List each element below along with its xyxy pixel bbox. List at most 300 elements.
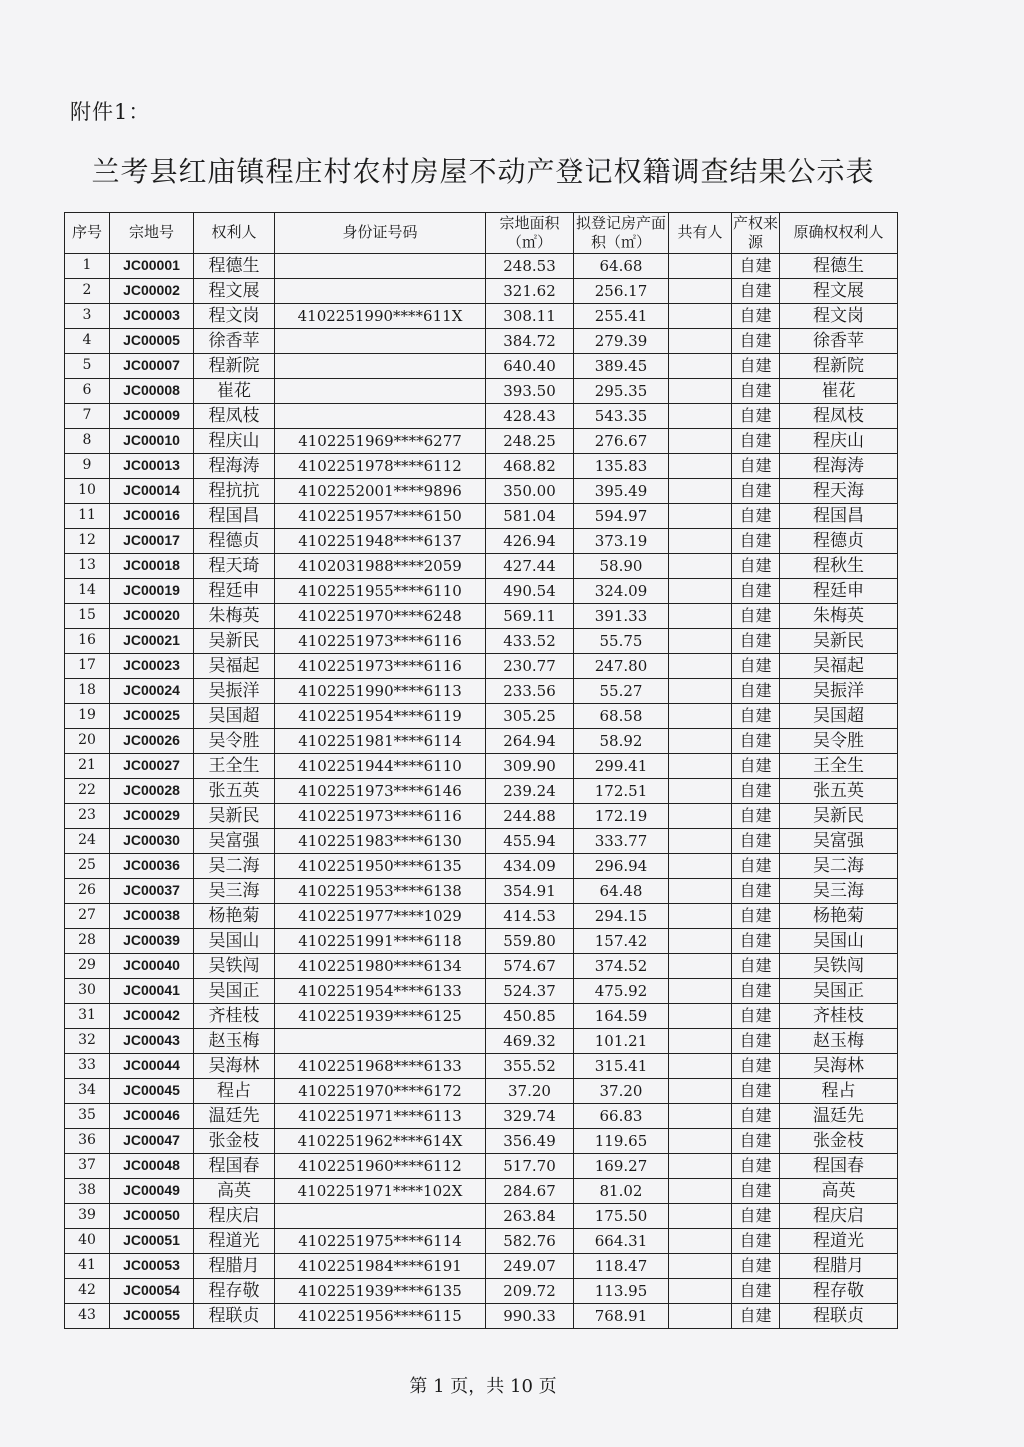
table-header-row [65, 213, 898, 254]
table-row [65, 629, 898, 654]
cell-seq: 3 [65, 304, 110, 329]
cell-orig: 程庆山 [780, 429, 898, 454]
cell-orig: 吴新民 [780, 804, 898, 829]
table-row [65, 554, 898, 579]
cell-owner: 张五英 [194, 779, 275, 804]
cell-house: 135.83 [574, 454, 669, 479]
cell-co [669, 1104, 732, 1129]
cell-owner: 高英 [194, 1179, 275, 1204]
cell-owner: 程海涛 [194, 454, 275, 479]
cell-co [669, 729, 732, 754]
cell-parcel: JC00030 [110, 829, 194, 854]
cell-id [275, 354, 486, 379]
cell-orig: 吴福起 [780, 654, 898, 679]
cell-source: 自建 [732, 1254, 780, 1279]
cell-orig: 吴二海 [780, 854, 898, 879]
cell-owner: 吴国山 [194, 929, 275, 954]
cell-co [669, 254, 732, 279]
cell-orig: 吴富强 [780, 829, 898, 854]
cell-house: 324.09 [574, 579, 669, 604]
header-seq: 序号 [65, 213, 110, 254]
cell-area: 574.67 [486, 954, 574, 979]
cell-orig: 程存敬 [780, 1279, 898, 1304]
cell-co [669, 1229, 732, 1254]
cell-orig: 吴新民 [780, 629, 898, 654]
cell-owner: 程文展 [194, 279, 275, 304]
table-row [65, 904, 898, 929]
cell-seq: 13 [65, 554, 110, 579]
cell-id: 4102251954****6119 [275, 704, 486, 729]
cell-house: 373.19 [574, 529, 669, 554]
table-row [65, 529, 898, 554]
table-row [65, 929, 898, 954]
cell-parcel: JC00008 [110, 379, 194, 404]
cell-co [669, 479, 732, 504]
cell-parcel: JC00007 [110, 354, 194, 379]
cell-id [275, 329, 486, 354]
cell-id: 4102251983****6130 [275, 829, 486, 854]
cell-source: 自建 [732, 604, 780, 629]
table-row [65, 604, 898, 629]
cell-co [669, 854, 732, 879]
cell-co [669, 979, 732, 1004]
cell-orig: 程凤枝 [780, 404, 898, 429]
cell-area: 309.90 [486, 754, 574, 779]
cell-house: 389.45 [574, 354, 669, 379]
cell-seq: 11 [65, 504, 110, 529]
cell-area: 490.54 [486, 579, 574, 604]
table-row [65, 979, 898, 1004]
cell-source: 自建 [732, 829, 780, 854]
cell-source: 自建 [732, 529, 780, 554]
cell-orig: 温廷先 [780, 1104, 898, 1129]
cell-owner: 杨艳菊 [194, 904, 275, 929]
cell-co [669, 804, 732, 829]
cell-house: 37.20 [574, 1079, 669, 1104]
table-row [65, 329, 898, 354]
cell-orig: 王全生 [780, 754, 898, 779]
cell-source: 自建 [732, 1229, 780, 1254]
cell-co [669, 629, 732, 654]
table-row [65, 704, 898, 729]
cell-co [669, 1054, 732, 1079]
cell-co [669, 779, 732, 804]
cell-house: 279.39 [574, 329, 669, 354]
table-row [65, 454, 898, 479]
cell-house: 157.42 [574, 929, 669, 954]
cell-area: 990.33 [486, 1304, 574, 1329]
cell-orig: 程文岗 [780, 304, 898, 329]
cell-orig: 程庆启 [780, 1204, 898, 1229]
cell-source: 自建 [732, 629, 780, 654]
cell-house: 395.49 [574, 479, 669, 504]
cell-area: 354.91 [486, 879, 574, 904]
cell-source: 自建 [732, 1179, 780, 1204]
cell-seq: 2 [65, 279, 110, 304]
cell-id: 4102251978****6112 [275, 454, 486, 479]
cell-house: 768.91 [574, 1304, 669, 1329]
cell-area: 37.20 [486, 1079, 574, 1104]
table-row [65, 1304, 898, 1329]
cell-area: 350.00 [486, 479, 574, 504]
cell-parcel: JC00037 [110, 879, 194, 904]
cell-parcel: JC00002 [110, 279, 194, 304]
cell-house: 118.47 [574, 1254, 669, 1279]
cell-orig: 程文展 [780, 279, 898, 304]
cell-parcel: JC00036 [110, 854, 194, 879]
cell-orig: 程新院 [780, 354, 898, 379]
cell-area: 433.52 [486, 629, 574, 654]
cell-id: 4102251944****6110 [275, 754, 486, 779]
cell-parcel: JC00019 [110, 579, 194, 604]
cell-seq: 14 [65, 579, 110, 604]
cell-parcel: JC00051 [110, 1229, 194, 1254]
cell-parcel: JC00046 [110, 1104, 194, 1129]
cell-area: 329.74 [486, 1104, 574, 1129]
cell-owner: 吴振洋 [194, 679, 275, 704]
cell-co [669, 504, 732, 529]
table-row [65, 729, 898, 754]
cell-area: 640.40 [486, 354, 574, 379]
cell-id: 4102251957****6150 [275, 504, 486, 529]
cell-co [669, 554, 732, 579]
table-row [65, 829, 898, 854]
cell-source: 自建 [732, 679, 780, 704]
cell-source: 自建 [732, 579, 780, 604]
table-row [65, 1229, 898, 1254]
cell-source: 自建 [732, 479, 780, 504]
cell-id: 4102251973****6116 [275, 804, 486, 829]
cell-orig: 吴国超 [780, 704, 898, 729]
cell-seq: 18 [65, 679, 110, 704]
cell-seq: 1 [65, 254, 110, 279]
table-row [65, 1154, 898, 1179]
cell-id: 4102251973****6146 [275, 779, 486, 804]
table-row [65, 1079, 898, 1104]
cell-parcel: JC00021 [110, 629, 194, 654]
cell-house: 113.95 [574, 1279, 669, 1304]
cell-co [669, 904, 732, 929]
cell-id: 4102251971****6113 [275, 1104, 486, 1129]
cell-area: 249.07 [486, 1254, 574, 1279]
cell-parcel: JC00053 [110, 1254, 194, 1279]
cell-house: 101.21 [574, 1029, 669, 1054]
cell-area: 393.50 [486, 379, 574, 404]
cell-seq: 21 [65, 754, 110, 779]
cell-source: 自建 [732, 879, 780, 904]
header-area: 宗地面积（㎡） [486, 213, 574, 254]
cell-id: 4102251954****6133 [275, 979, 486, 1004]
cell-source: 自建 [732, 1279, 780, 1304]
cell-area: 450.85 [486, 1004, 574, 1029]
cell-orig: 程国春 [780, 1154, 898, 1179]
cell-co [669, 1279, 732, 1304]
cell-co [669, 1154, 732, 1179]
cell-owner: 朱梅英 [194, 604, 275, 629]
cell-id: 4102251956****6115 [275, 1304, 486, 1329]
cell-orig: 吴三海 [780, 879, 898, 904]
table-row [65, 579, 898, 604]
cell-owner: 程德贞 [194, 529, 275, 554]
cell-seq: 43 [65, 1304, 110, 1329]
cell-house: 169.27 [574, 1154, 669, 1179]
table-row [65, 379, 898, 404]
cell-source: 自建 [732, 1304, 780, 1329]
cell-co [669, 379, 732, 404]
cell-owner: 吴富强 [194, 829, 275, 854]
cell-owner: 程文岗 [194, 304, 275, 329]
cell-seq: 29 [65, 954, 110, 979]
cell-source: 自建 [732, 304, 780, 329]
cell-owner: 吴新民 [194, 804, 275, 829]
cell-orig: 徐香苹 [780, 329, 898, 354]
header-parcel: 宗地号 [110, 213, 194, 254]
cell-area: 233.56 [486, 679, 574, 704]
cell-seq: 22 [65, 779, 110, 804]
cell-co [669, 279, 732, 304]
cell-seq: 24 [65, 829, 110, 854]
header-owner: 权利人 [194, 213, 275, 254]
cell-house: 58.92 [574, 729, 669, 754]
cell-area: 355.52 [486, 1054, 574, 1079]
cell-parcel: JC00049 [110, 1179, 194, 1204]
cell-id: 4102251991****6118 [275, 929, 486, 954]
cell-seq: 10 [65, 479, 110, 504]
cell-orig: 程占 [780, 1079, 898, 1104]
table-row [65, 304, 898, 329]
cell-house: 475.92 [574, 979, 669, 1004]
cell-source: 自建 [732, 954, 780, 979]
cell-co [669, 679, 732, 704]
cell-owner: 程抗抗 [194, 479, 275, 504]
cell-seq: 31 [65, 1004, 110, 1029]
cell-house: 315.41 [574, 1054, 669, 1079]
cell-id: 4102251990****611X [275, 304, 486, 329]
cell-source: 自建 [732, 779, 780, 804]
cell-co [669, 304, 732, 329]
cell-area: 356.49 [486, 1129, 574, 1154]
cell-id: 4102251971****102X [275, 1179, 486, 1204]
cell-house: 172.51 [574, 779, 669, 804]
cell-id: 4102251955****6110 [275, 579, 486, 604]
cell-co [669, 429, 732, 454]
cell-seq: 33 [65, 1054, 110, 1079]
cell-orig: 吴国山 [780, 929, 898, 954]
cell-co [669, 529, 732, 554]
cell-seq: 9 [65, 454, 110, 479]
header-orig: 原确权权利人 [780, 213, 898, 254]
cell-house: 58.90 [574, 554, 669, 579]
cell-seq: 42 [65, 1279, 110, 1304]
cell-source: 自建 [732, 429, 780, 454]
cell-source: 自建 [732, 254, 780, 279]
cell-parcel: JC00055 [110, 1304, 194, 1329]
cell-orig: 程廷申 [780, 579, 898, 604]
cell-id [275, 1029, 486, 1054]
cell-id: 4102251950****6135 [275, 854, 486, 879]
cell-parcel: JC00044 [110, 1054, 194, 1079]
cell-id [275, 279, 486, 304]
header-source: 产权来源 [732, 213, 780, 254]
cell-owner: 吴福起 [194, 654, 275, 679]
cell-parcel: JC00048 [110, 1154, 194, 1179]
cell-parcel: JC00017 [110, 529, 194, 554]
cell-orig: 杨艳菊 [780, 904, 898, 929]
document-title: 兰考县红庙镇程庄村农村房屋不动产登记权籍调查结果公示表 [91, 155, 875, 188]
cell-co [669, 604, 732, 629]
cell-area: 305.25 [486, 704, 574, 729]
cell-source: 自建 [732, 654, 780, 679]
cell-co [669, 1029, 732, 1054]
cell-id [275, 1204, 486, 1229]
cell-source: 自建 [732, 729, 780, 754]
cell-house: 256.17 [574, 279, 669, 304]
cell-seq: 7 [65, 404, 110, 429]
table-row [65, 1179, 898, 1204]
cell-area: 582.76 [486, 1229, 574, 1254]
cell-house: 68.58 [574, 704, 669, 729]
cell-co [669, 329, 732, 354]
table-row [65, 779, 898, 804]
cell-source: 自建 [732, 454, 780, 479]
cell-seq: 39 [65, 1204, 110, 1229]
cell-house: 543.35 [574, 404, 669, 429]
cell-owner: 程道光 [194, 1229, 275, 1254]
cell-parcel: JC00045 [110, 1079, 194, 1104]
cell-area: 426.94 [486, 529, 574, 554]
cell-house: 664.31 [574, 1229, 669, 1254]
cell-source: 自建 [732, 354, 780, 379]
cell-parcel: JC00041 [110, 979, 194, 1004]
table-row [65, 254, 898, 279]
cell-owner: 吴三海 [194, 879, 275, 904]
cell-seq: 23 [65, 804, 110, 829]
cell-house: 294.15 [574, 904, 669, 929]
cell-orig: 程天海 [780, 479, 898, 504]
cell-owner: 齐桂枝 [194, 1004, 275, 1029]
cell-orig: 程道光 [780, 1229, 898, 1254]
cell-orig: 崔花 [780, 379, 898, 404]
cell-owner: 吴二海 [194, 854, 275, 879]
cell-seq: 15 [65, 604, 110, 629]
cell-id: 4102252001****9896 [275, 479, 486, 504]
table-row [65, 804, 898, 829]
cell-seq: 38 [65, 1179, 110, 1204]
cell-id: 4102251973****6116 [275, 654, 486, 679]
cell-house: 175.50 [574, 1204, 669, 1229]
cell-owner: 赵玉梅 [194, 1029, 275, 1054]
cell-house: 374.52 [574, 954, 669, 979]
cell-house: 255.41 [574, 304, 669, 329]
cell-house: 81.02 [574, 1179, 669, 1204]
cell-owner: 吴铁闯 [194, 954, 275, 979]
cell-id: 4102251948****6137 [275, 529, 486, 554]
cell-id: 4102251981****6114 [275, 729, 486, 754]
table-row [65, 1204, 898, 1229]
cell-seq: 6 [65, 379, 110, 404]
cell-id: 4102251970****6248 [275, 604, 486, 629]
cell-source: 自建 [732, 929, 780, 954]
cell-owner: 程联贞 [194, 1304, 275, 1329]
cell-area: 248.53 [486, 254, 574, 279]
table-row [65, 879, 898, 904]
cell-parcel: JC00009 [110, 404, 194, 429]
cell-house: 119.65 [574, 1129, 669, 1154]
cell-area: 264.94 [486, 729, 574, 754]
cell-area: 321.62 [486, 279, 574, 304]
cell-seq: 32 [65, 1029, 110, 1054]
cell-house: 333.77 [574, 829, 669, 854]
cell-area: 384.72 [486, 329, 574, 354]
cell-source: 自建 [732, 1004, 780, 1029]
cell-seq: 5 [65, 354, 110, 379]
cell-co [669, 579, 732, 604]
cell-id: 4102251973****6116 [275, 629, 486, 654]
cell-source: 自建 [732, 1154, 780, 1179]
cell-owner: 张金枝 [194, 1129, 275, 1154]
cell-seq: 30 [65, 979, 110, 1004]
cell-area: 263.84 [486, 1204, 574, 1229]
cell-owner: 程天琦 [194, 554, 275, 579]
cell-house: 391.33 [574, 604, 669, 629]
cell-source: 自建 [732, 1079, 780, 1104]
cell-source: 自建 [732, 404, 780, 429]
table-row [65, 1104, 898, 1129]
cell-owner: 吴新民 [194, 629, 275, 654]
cell-id: 4102251939****6125 [275, 1004, 486, 1029]
cell-orig: 吴海林 [780, 1054, 898, 1079]
cell-co [669, 1079, 732, 1104]
cell-house: 295.35 [574, 379, 669, 404]
cell-area: 455.94 [486, 829, 574, 854]
cell-parcel: JC00001 [110, 254, 194, 279]
cell-owner: 吴国超 [194, 704, 275, 729]
cell-parcel: JC00040 [110, 954, 194, 979]
registration-table [64, 212, 898, 1329]
cell-id [275, 254, 486, 279]
table-row [65, 754, 898, 779]
cell-co [669, 404, 732, 429]
cell-parcel: JC00043 [110, 1029, 194, 1054]
table-row [65, 429, 898, 454]
cell-parcel: JC00054 [110, 1279, 194, 1304]
cell-seq: 28 [65, 929, 110, 954]
cell-parcel: JC00042 [110, 1004, 194, 1029]
cell-house: 64.48 [574, 879, 669, 904]
cell-parcel: JC00014 [110, 479, 194, 504]
cell-id: 4102251970****6172 [275, 1079, 486, 1104]
cell-co [669, 1129, 732, 1154]
cell-area: 427.44 [486, 554, 574, 579]
cell-area: 469.32 [486, 1029, 574, 1054]
cell-source: 自建 [732, 804, 780, 829]
table-row [65, 354, 898, 379]
cell-source: 自建 [732, 854, 780, 879]
table-row [65, 679, 898, 704]
cell-source: 自建 [732, 704, 780, 729]
cell-parcel: JC00003 [110, 304, 194, 329]
cell-area: 517.70 [486, 1154, 574, 1179]
cell-seq: 20 [65, 729, 110, 754]
cell-owner: 吴令胜 [194, 729, 275, 754]
cell-orig: 程秋生 [780, 554, 898, 579]
cell-co [669, 1204, 732, 1229]
cell-source: 自建 [732, 379, 780, 404]
cell-co [669, 1004, 732, 1029]
cell-owner: 程德生 [194, 254, 275, 279]
cell-id: 4102031988****2059 [275, 554, 486, 579]
cell-source: 自建 [732, 1029, 780, 1054]
